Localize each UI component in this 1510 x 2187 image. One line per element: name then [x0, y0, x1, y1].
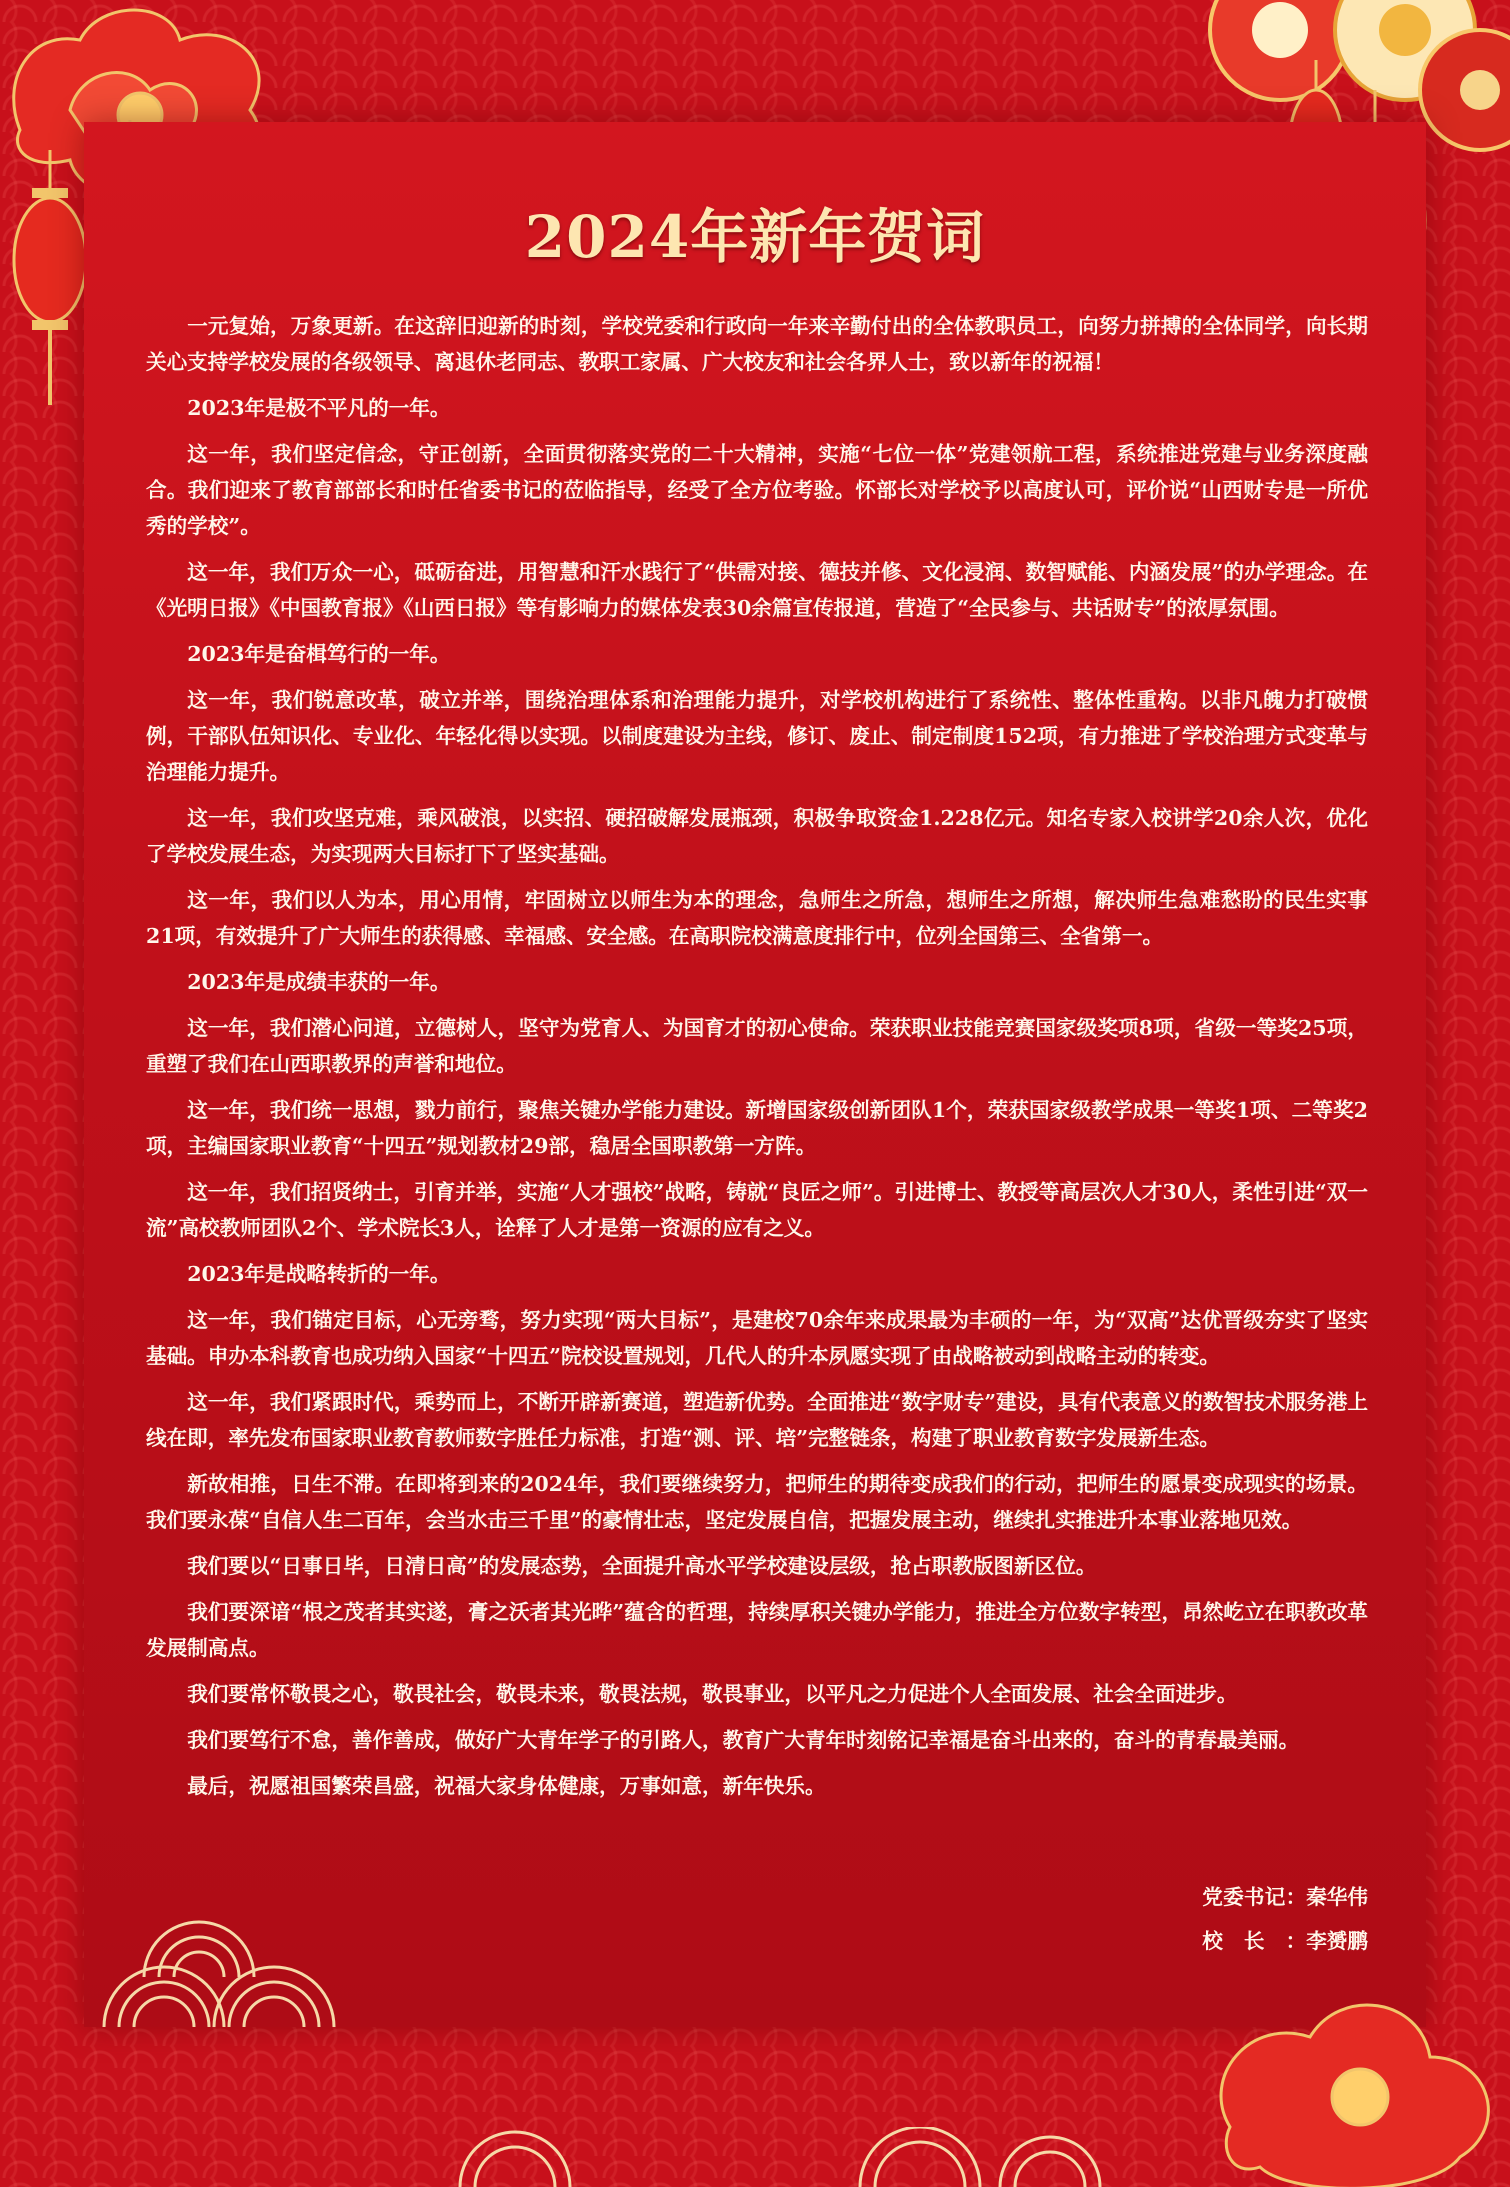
section-heading: 2023年是极不平凡的一年。 [187, 396, 451, 420]
bottom-wave-pattern-icon [360, 2127, 1260, 2187]
signature-name: 李赟鹏 [1306, 1929, 1368, 1953]
paragraph: 我们要常怀敬畏之心，敬畏社会，敬畏未来，敬畏法规，敬畏事业，以平凡之力促进个人全面发展、社会全面进步。 [187, 1682, 1238, 1706]
letter-panel [84, 122, 1426, 2027]
letter-body [146, 308, 1368, 1814]
paragraph: 这一年，我们紧跟时代，乘势而上，不断开辟新赛道，塑造新优势。全面推进“数字财专”建设，具有代表意义的数智技术服务港上线在即，率先发布国家职业教育教师数字胜任力标准，打造“测、评、培”完整链条，构建了职业教育数字发展新生态。 [146, 1390, 1368, 1450]
paragraph: 这一年，我们坚定信念，守正创新，全面贯彻落实党的二十大精神，实施“七位一体”党建领航工程，系统推进党建与业务深度融合。我们迎来了教育部部长和时任省委书记的莅临指导，经受了全方位考验。怀部长对学校予以高度认可，评价说“山西财专是一所优秀的学校”。 [146, 442, 1368, 538]
paragraph: 这一年，我们以人为本，用心用情，牢固树立以师生为本的理念，急师生之所急，想师生之所想，解决师生急难愁盼的民生实事21项，有效提升了广大师生的获得感、幸福感、安全感。在高职院校满意度排行中，位列全国第三、全省第一。 [146, 888, 1368, 948]
paragraph: 这一年，我们攻坚克难，乘风破浪，以实招、硬招破解发展瓶颈，积极争取资金1.228亿元。知名专家入校讲学20余人次，优化了学校发展生态，为实现两大目标打下了坚实基础。 [146, 806, 1368, 866]
paragraph: 一元复始，万象更新。在这辞旧迎新的时刻，学校党委和行政向一年来辛勤付出的全体教职员工，向努力拼搏的全体同学，向长期关心支持学校发展的各级领导、离退休老同志、教职工家属、广大校友和社会各界人士，致以新年的祝福！ [146, 314, 1368, 374]
paragraph: 这一年，我们锐意改革，破立并举，围绕治理体系和治理能力提升，对学校机构进行了系统性、整体性重构。以非凡魄力打破惯例，干部队伍知识化、专业化、年轻化得以实现。以制度建设为主线，修订、废止、制定制度152项，有力推进了学校治理方式变革与治理能力提升。 [146, 688, 1368, 784]
paragraph: 我们要以“日事日毕，日清日高”的发展态势，全面提升高水平学校建设层级，抢占职教版图新区位。 [187, 1554, 1097, 1578]
section-heading: 2023年是战略转折的一年。 [187, 1262, 451, 1286]
paragraph: 新故相推，日生不滞。在即将到来的2024年，我们要继续努力，把师生的期待变成我们的行动，把师生的愿景变成现实的场景。我们要永葆“自信人生二百年，会当水击三千里”的豪情壮志，坚定发展自信，把握发展主动，继续扎实推进升本事业落地见效。 [146, 1472, 1368, 1532]
page-title: 2024年新年贺词 [524, 203, 986, 271]
lantern-icon [10, 150, 90, 410]
signature-president [1202, 1924, 1368, 1954]
signature-label: 党委书记： [1202, 1885, 1307, 1909]
signature-party-secretary [1202, 1880, 1368, 1910]
signature-name: 秦华伟 [1306, 1885, 1368, 1909]
paragraph: 这一年，我们统一思想，戮力前行，聚焦关键办学能力建设。新增国家级创新团队1个，荣获国家级教学成果一等奖1项、二等奖2项，主编国家职业教育“十四五”规划教材29部，稳居全国职教第一方阵。 [146, 1098, 1368, 1158]
section-heading: 2023年是奋楫笃行的一年。 [187, 642, 451, 666]
paragraph: 这一年，我们潜心问道，立德树人，坚守为党育人、为国育才的初心使命。荣获职业技能竞赛国家级奖项8项，省级一等奖25项，重塑了我们在山西职教界的声誉和地位。 [146, 1016, 1368, 1076]
paragraph: 这一年，我们锚定目标，心无旁骛，努力实现“两大目标”，是建校70余年来成果最为丰硕的一年，为“双高”达优晋级夯实了坚实基础。申办本科教育也成功纳入国家“十四五”院校设置规划，几代人的升本夙愿实现了由战略被动到战略主动的转变。 [146, 1308, 1368, 1368]
paragraph: 这一年，我们招贤纳士，引育并举，实施“人才强校”战略，铸就“良匠之师”。引进博士、教授等高层次人才30人，柔性引进“双一流”高校教师团队2个、学术院长3人，诠释了人才是第一资源的应有之义。 [146, 1180, 1368, 1240]
wave-cloud-pattern-icon [84, 1907, 414, 2027]
paragraph: 我们要深谙“根之茂者其实遂，膏之沃者其光晔”蕴含的哲理，持续厚积关键办学能力，推进全方位数字转型，昂然屹立在职教改革发展制高点。 [146, 1600, 1368, 1660]
closing-paragraph: 最后，祝愿祖国繁荣昌盛，祝福大家身体健康，万事如意，新年快乐。 [187, 1774, 826, 1798]
section-heading: 2023年是成绩丰获的一年。 [187, 970, 451, 994]
paragraph: 我们要笃行不怠，善作善成，做好广大青年学子的引路人，教育广大青年时刻铭记幸福是奋斗出来的，奋斗的青春最美丽。 [187, 1728, 1300, 1752]
signature-label: 校长： [1202, 1929, 1307, 1953]
paragraph: 这一年，我们万众一心，砥砺奋进，用智慧和汗水践行了“供需对接、德技并修、文化浸润、数智赋能、内涵发展”的办学理念。在《光明日报》《中国教育报》《山西日报》等有影响力的媒体发表30余篇宣传报道，营造了“全民参与、共话财专”的浓厚氛围。 [146, 560, 1368, 620]
